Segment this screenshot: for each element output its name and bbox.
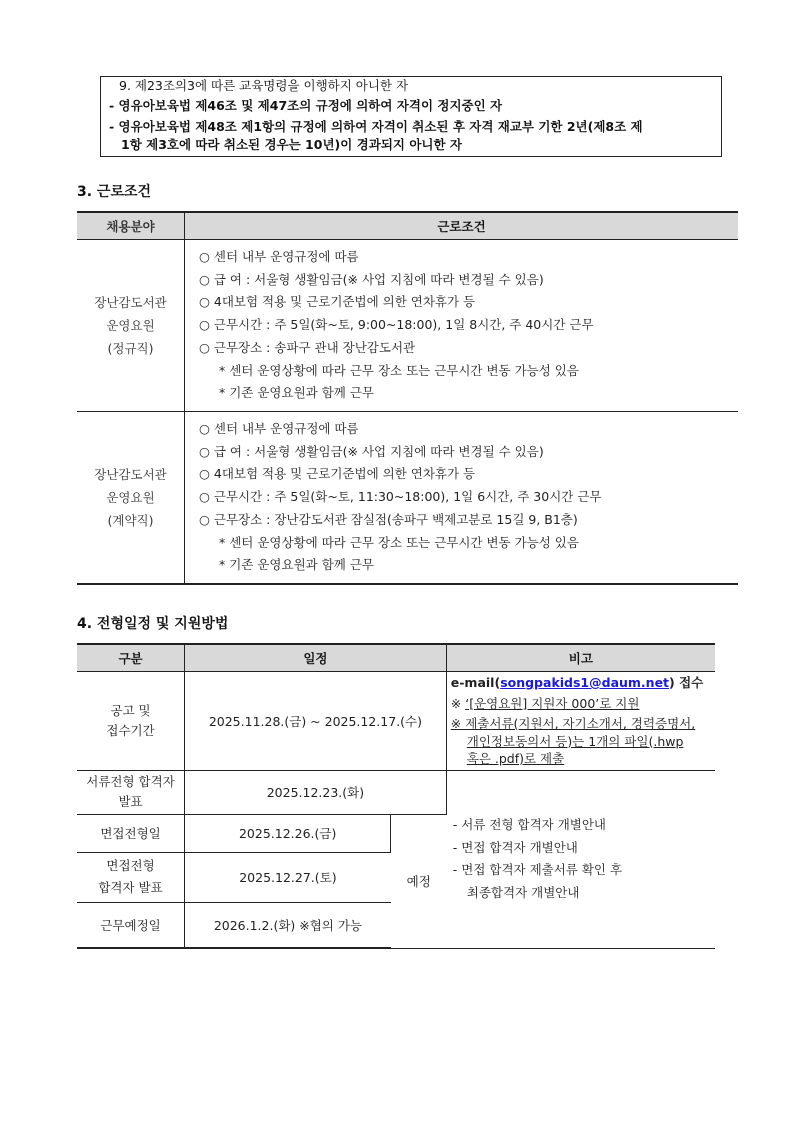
header-schedule: 일정 [185,644,447,672]
category-label: 면접전형 [106,858,155,873]
table-row [77,240,738,412]
condition-item: ○ 급 여 : 서울형 생활임금(※ 사업 지침에 따라 변경될 수 있음) [199,443,544,459]
disqualification-item-revoked: - 영유아보육법 제48조 제1항의 규정에 의하여 자격이 취소된 후 자격 재교부 기한 2년(제8조 제 [109,119,643,134]
table-row [77,672,715,771]
condition-subnote: * 센터 운영상황에 따라 근무 장소 또는 근무시간 변동 가능성 있음 [219,362,579,378]
note-item: - 면접 합격자 개별안내 [452,839,578,855]
planned-label: 예정 [391,814,447,948]
category-cell [77,770,185,814]
conditions-cell [185,412,739,584]
category-label: 서류전형 합격자 [86,774,175,789]
field-cell [77,240,185,412]
category-label: 공고 및 [110,702,151,718]
condition-subnote: * 기존 운영요원과 함께 근무 [219,557,374,573]
category-cell [77,852,185,902]
disqualification-item-revoked-cont: 1항 제3호에 따라 취소된 경우는 10년)이 경과되지 아니한 자 [121,137,462,152]
condition-item: ○ 센터 내부 운영규정에 따름 [199,249,359,264]
header-category: 구분 [77,644,185,672]
note-item: 최종합격자 개별안내 [466,884,580,900]
note-item: - 면접 합격자 제출서류 확인 후 [452,862,623,877]
email-link[interactable]: songpakids1@daum.net [500,675,670,690]
condition-item: ○ 4대보험 적용 및 근로기준법에 의한 연차휴가 등 [199,466,476,482]
disqualification-item-9: 9. 제23조의3에 따른 교육명령을 이행하지 아니한 자 [119,78,409,93]
field-role: 운영요원 [106,489,155,505]
condition-item: ○ 근무장소 : 송파구 관내 장난감도서관 [199,339,416,355]
note-item: - 서류 전형 합격자 개별안내 [452,817,606,832]
schedule-date: 2025.12.26.(금) [185,814,391,852]
schedule-date: 2025.11.28.(금) ~ 2025.12.17.(수) [185,672,447,771]
condition-item: ○ 근무장소 : 장난감도서관 잠실점(송파구 백제고분로 15길 9, B1층) [199,511,578,527]
table-header-row [77,644,715,672]
field-name: 장난감도서관 [94,295,167,310]
field-type: (정규직) [107,341,154,356]
table-row [77,770,715,814]
table-row [77,412,738,584]
header-field: 채용분야 [77,212,185,240]
table-header-row [77,212,738,240]
header-conditions: 근로조건 [185,212,739,240]
category-cell [77,672,185,771]
documents-note: ※ 제출서류(지원서, 자기소개서, 경력증명서, [450,716,696,731]
field-name: 장난감도서관 [94,466,167,482]
category-label: 면접전형일 [77,814,185,852]
category-label: 접수기간 [106,722,155,738]
section-3-heading: 3. 근로조건 [77,184,152,200]
condition-subnote: * 기존 운영요원과 함께 근무 [219,385,374,401]
documents-note-cont: 혹은 .pdf)로 제출 [466,751,565,766]
header-remarks: 비고 [446,644,715,672]
remarks-notes [446,770,715,948]
remarks-cell [446,672,715,771]
section-4-heading: 4. 전형일정 및 지원방법 [77,616,229,632]
working-conditions-table [77,211,738,585]
documents-note-cont: 개인정보동의서 등)는 1개의 파일(.hwp [466,733,684,749]
condition-item: ○ 근무시간 : 주 5일(화~토, 9:00~18:00), 1일 8시간, 주 40시간 근무 [199,317,594,333]
email-instruction: e-mail(songpakids1@daum.net) 접수 [450,675,704,690]
condition-subnote: * 센터 운영상황에 따라 근무 장소 또는 근무시간 변동 가능성 있음 [219,534,579,550]
application-naming-note: ※ ‘[운영요원] 지원자 000’로 지원 [450,695,640,711]
conditions-cell [185,240,739,412]
field-type: (계약직) [107,512,154,528]
condition-item: ○ 센터 내부 운영규정에 따름 [199,421,359,436]
category-label: 발표 [118,794,143,809]
field-role: 운영요원 [106,318,155,333]
condition-item: ○ 근무시간 : 주 5일(화~토, 11:30~18:00), 1일 6시간, 주 30시간 근무 [199,489,602,505]
schedule-date: 2026.1.2.(화) ※협의 가능 [185,902,391,948]
disqualification-item-suspended: - 영유아보육법 제46조 및 제47조의 규정에 의하여 자격이 정지중인 자 [109,98,503,113]
field-cell [77,412,185,584]
schedule-table [77,643,715,949]
condition-item: ○ 급 여 : 서울형 생활임금(※ 사업 지침에 따라 변경될 수 있음) [199,271,544,287]
category-label: 합격자 발표 [98,880,163,895]
category-label: 근무예정일 [77,902,185,948]
condition-item: ○ 4대보험 적용 및 근로기준법에 의한 연차휴가 등 [199,294,476,310]
schedule-date: 2025.12.23.(화) [185,770,447,814]
disqualification-box [100,76,722,157]
schedule-date: 2025.12.27.(토) [185,852,391,902]
